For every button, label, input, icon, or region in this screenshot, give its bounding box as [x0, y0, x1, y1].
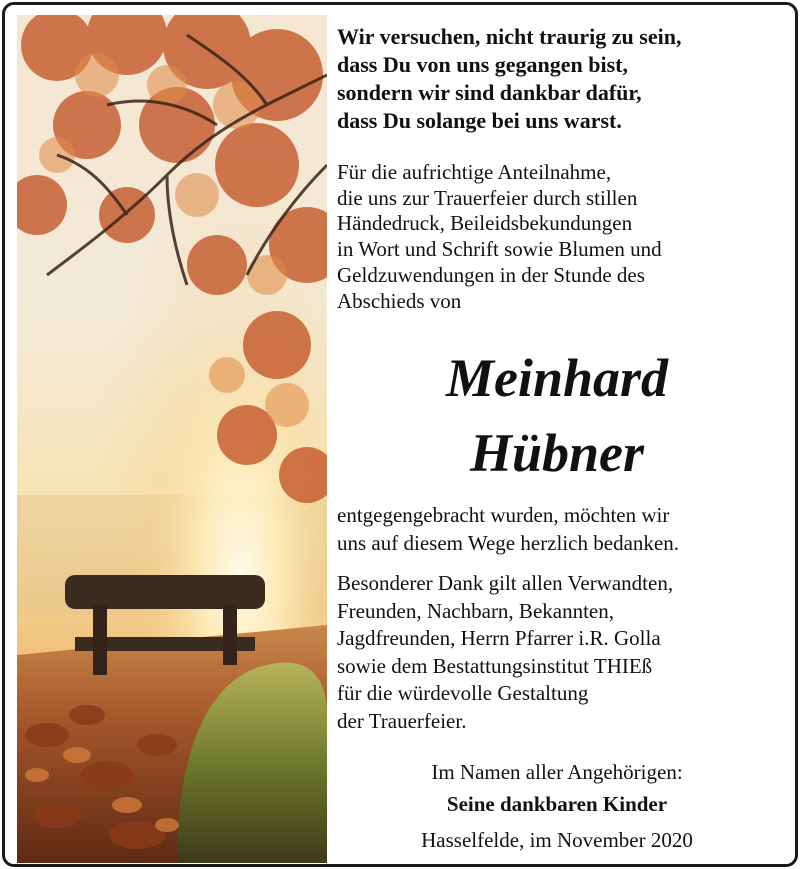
intro-line: die uns zur Trauerfeier durch stillen	[337, 185, 638, 210]
intro-line: Für die aufrichtige Anteilnahme,	[337, 160, 612, 184]
thanks-line: entgegengebracht wurden, möchten wir	[337, 503, 670, 527]
deceased-first-name: Meinhard	[445, 348, 669, 408]
deceased-last-name: Hübner	[469, 423, 645, 483]
thanks-paragraph	[337, 502, 777, 557]
special-thanks-line: sowie dem Bestattungsinstitut THIEß	[337, 653, 653, 678]
autumn-bench-image	[17, 15, 327, 863]
intro-line: Händedruck, Beileidsbekundungen	[337, 211, 633, 236]
intro-line: in Wort und Schrift sowie Blumen und	[337, 237, 662, 262]
special-thanks-line: der Trauerfeier.	[337, 708, 467, 733]
autumn-bench-photo	[17, 15, 327, 863]
intro-line: Geldzuwendungen in der Stunde des	[337, 262, 645, 287]
verse-line: sondern wir sind dankbar dafür,	[337, 80, 642, 105]
special-thanks-paragraph	[337, 570, 777, 735]
verse-line: dass Du solange bei uns warst.	[337, 108, 622, 133]
special-thanks-line: Besonderer Dank gilt allen Verwandten,	[337, 571, 674, 595]
on-behalf-line: Im Namen aller Angehörigen:	[431, 760, 683, 784]
obituary-card	[2, 2, 798, 867]
intro-paragraph	[337, 160, 777, 314]
special-thanks-line: Freunden, Nachbarn, Bekannten,	[337, 598, 614, 623]
thanks-line: uns auf diesem Wege herzlich bedanken.	[337, 530, 679, 555]
verse-line: dass Du von uns gegangen bist,	[337, 52, 628, 77]
signers-line: Seine dankbaren Kinder	[446, 792, 668, 816]
special-thanks-line: für die würdevolle Gestaltung	[337, 681, 589, 705]
verse-line: Wir versuchen, nicht traurig zu sein,	[337, 24, 682, 49]
memorial-verse	[337, 23, 777, 135]
place-date-line: Hasselfelde, im November 2020	[421, 828, 693, 852]
intro-line: Abschieds von	[337, 288, 462, 313]
special-thanks-line: Jagdfreunden, Herrn Pfarrer i.R. Golla	[337, 626, 661, 650]
